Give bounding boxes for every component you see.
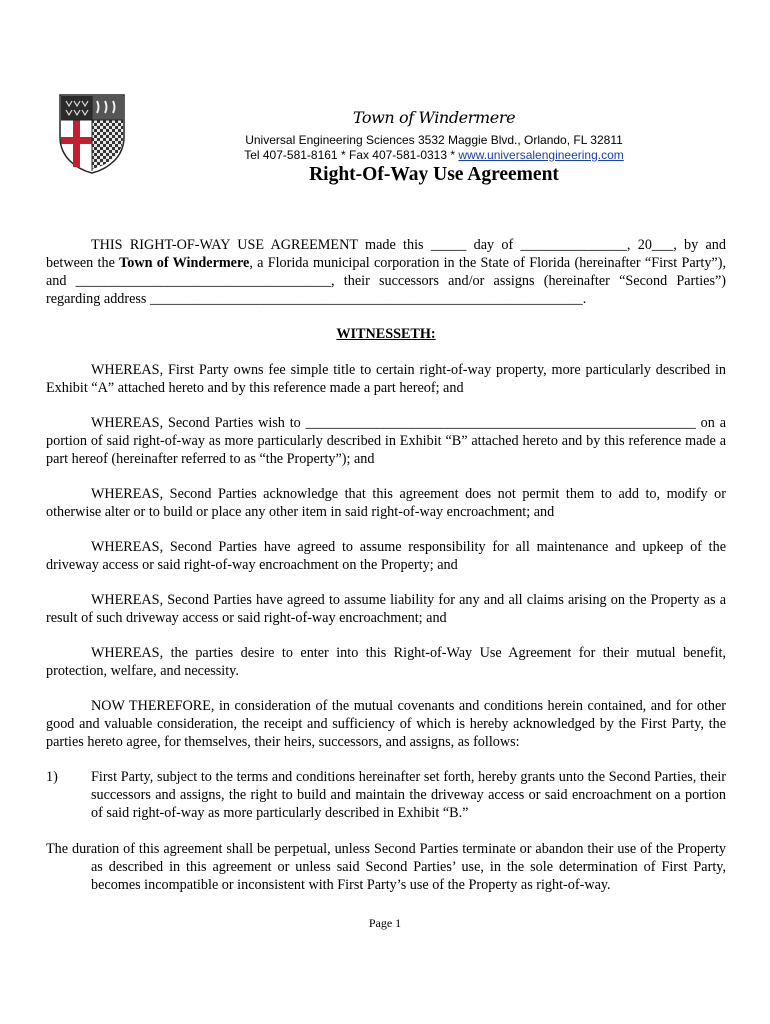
whereas-paragraph: WHEREAS, Second Parties have agreed to assume responsibility for all maintenance and upkeep of the driveway access or said right-of-way encroachment on the Property; and [46, 539, 726, 573]
clause-text: First Party, subject to the terms and conditions hereinafter set forth, hereby grants unto the Second Parties, their successors and assigns, the right to build and maintain the driveway access or said encroachment on a portion of said right-of-way as more particularly described in Exhibit “B.” [91, 769, 726, 821]
clause-number: 1) [46, 769, 58, 785]
letterhead [200, 108, 668, 163]
whereas-paragraph: WHEREAS, Second Parties wish to _______________________________________________________ on a portion of said right-of-way as more particularly described in Exhibit “B” attached hereto and by this reference made a part hereof (hereinafter referred to as “the Property”); and [46, 415, 726, 467]
town-name: Town of Windermere [352, 108, 516, 127]
intro-paragraph [46, 236, 726, 308]
contact-line [200, 148, 668, 163]
clause-1 [46, 768, 726, 822]
intro-text-2: , a Florida municipal corporation in the State of Florida (hereinafter “First Party”), and ____________________________________, their successors and/or assigns (hereinafter “Second Parties”) regarding address _____________________________________________________________. [46, 255, 726, 307]
duration-paragraph: The duration of this agreement shall be perpetual, unless Second Parties terminate or abandon their use of the Property as described in this agreement or unless said Second Parties’ use, in the sole determination of First Party, becomes incompatible or inconsistent with First Party’s use of the Property as right-of-way. [46, 841, 726, 893]
website-link[interactable]: www.universalengineering.com [458, 148, 624, 162]
whereas-paragraph: WHEREAS, the parties desire to enter into this Right-of-Way Use Agreement for their mutual benefit, protection, welfare, and necessity. [46, 645, 726, 679]
agreement-body [46, 236, 726, 911]
address-line: Universal Engineering Sciences 3532 Maggie Blvd., Orlando, FL 32811 [245, 133, 623, 147]
whereas-paragraph: WHEREAS, Second Parties have agreed to assume liability for any and all claims arising on the Property as a result of such driveway access or said right-of-way encroachment; and [46, 592, 726, 626]
whereas-paragraph: WHEREAS, First Party owns fee simple title to certain right-of-way property, more particularly described in Exhibit “A” attached hereto and by this reference made a part hereof; and [46, 362, 726, 396]
whereas-paragraph: WHEREAS, Second Parties acknowledge that this agreement does not permit them to add to, modify or otherwise alter or to build or place any other item in said right-of-way encroachment; and [46, 486, 726, 520]
phone-fax: Tel 407-581-8161 * Fax 407-581-0313 * [244, 148, 459, 162]
page-number: Page 1 [368, 916, 402, 930]
document-title: Right-Of-Way Use Agreement [309, 164, 559, 185]
intro-text-1: THIS RIGHT-OF-WAY USE AGREEMENT made this _____ day of _______________, 20___, by and between the [46, 237, 726, 271]
intro-town-bold: Town of Windermere [119, 255, 250, 271]
now-therefore-paragraph: NOW THEREFORE, in consideration of the mutual covenants and conditions herein contained, and for other good and valuable consideration, the receipt and sufficiency of which is hereby acknowledged by the First Party, the parties hereto agree, for themselves, their heirs, successors, and assigns, as follows: [46, 698, 726, 750]
town-crest-icon [58, 93, 126, 175]
witnesseth-heading: WITNESSETH: [336, 326, 436, 342]
